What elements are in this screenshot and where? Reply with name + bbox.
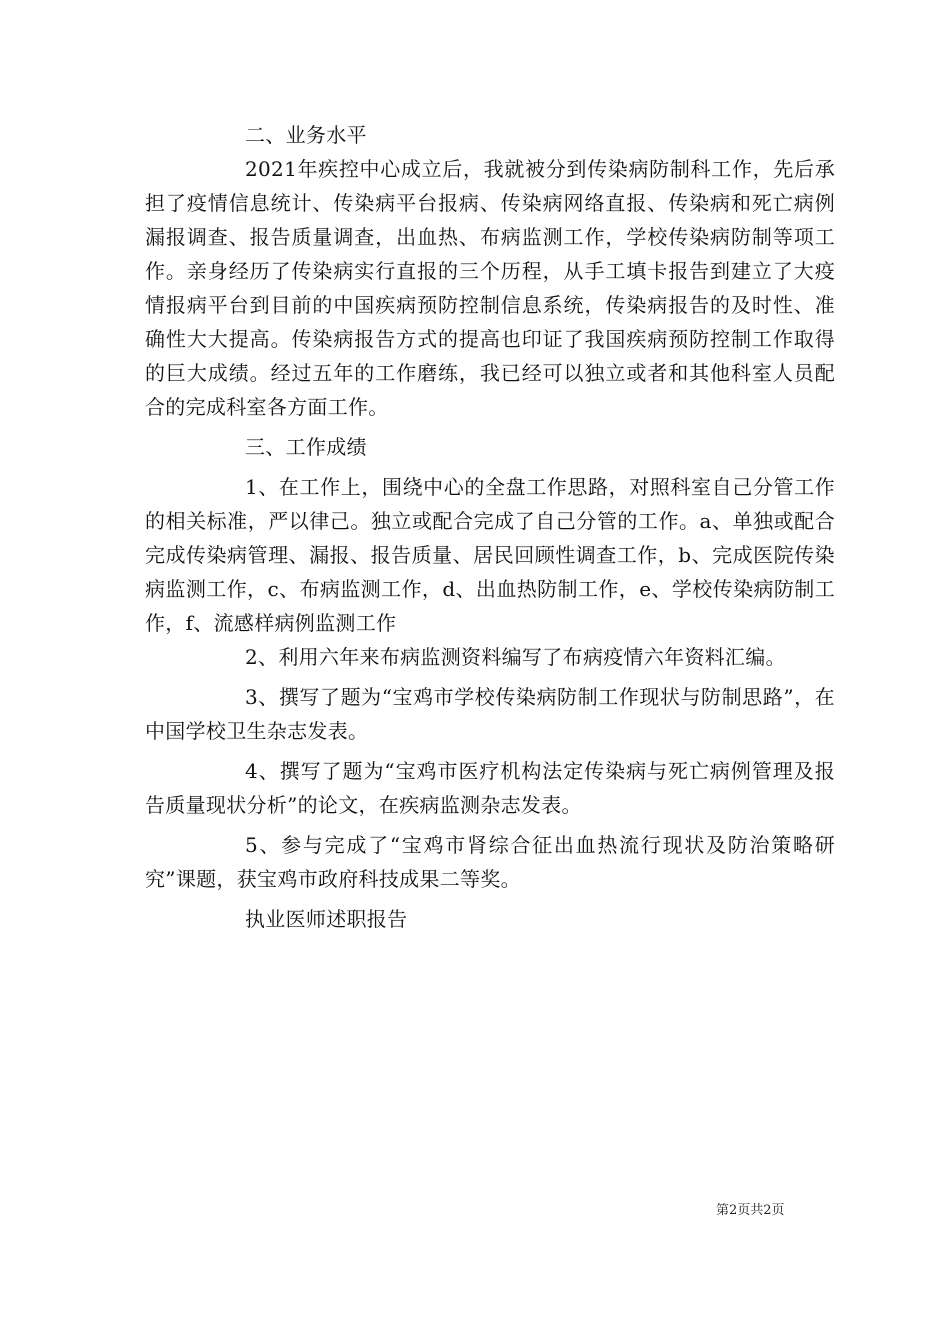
closing-title: 执业医师述职报告	[245, 907, 408, 931]
paragraph-business-level: 2021年疾控中心成立后，我就被分到传染病防制科工作，先后承担了疫情信息统计、传染病平台报病、传染病网络直报、传染病和死亡病例漏报调查、报告质量调查，出血热、布病监测工作，学校传染病防制等项工作。亲身经历了传染病实行直报的三个历程，从手工填卡报告到建立了大疫情报病平台到目前的中国疾病预防控制信息系统，传染病报告的及时性、准确性大大提高。传染病报告方式的提高也印证了我国疾病预防控制工作取得的巨大成绩。经过五年的工作磨练，我已经可以独立或者和其他科室人员配合的完成科室各方面工作。	[145, 157, 835, 419]
document-body	[145, 118, 835, 936]
section-heading-work-achievements: 三、工作成绩	[245, 435, 367, 459]
page-indicator: 第2页共2页	[716, 1203, 785, 1218]
achievement-item-5: 5、参与完成了“宝鸡市肾综合征出血热流行现状及防治策略研究”课题，获宝鸡市政府科技成果二等奖。	[145, 833, 835, 891]
achievement-item-3: 3、撰写了题为“宝鸡市学校传染病防制工作现状与防制思路”，在中国学校卫生杂志发表。	[145, 685, 835, 743]
achievement-item-4: 4、撰写了题为“宝鸡市医疗机构法定传染病与死亡病例管理及报告质量现状分析”的论文，在疾病监测杂志发表。	[145, 759, 835, 817]
achievement-item-2: 2、利用六年来布病监测资料编写了布病疫情六年资料汇编。	[245, 645, 786, 669]
achievement-item-1: 1、在工作上，围绕中心的全盘工作思路，对照科室自己分管工作的相关标准，严以律己。独立或配合完成了自己分管的工作。a、单独或配合完成传染病管理、漏报、报告质量、居民回顾性调查工作，b、完成医院传染病监测工作，c、布病监测工作，d、出血热防制工作，e、学校传染病防制工作，f、流感样病例监测工作	[145, 475, 835, 635]
section-heading-business-level: 二、业务水平	[245, 123, 367, 147]
